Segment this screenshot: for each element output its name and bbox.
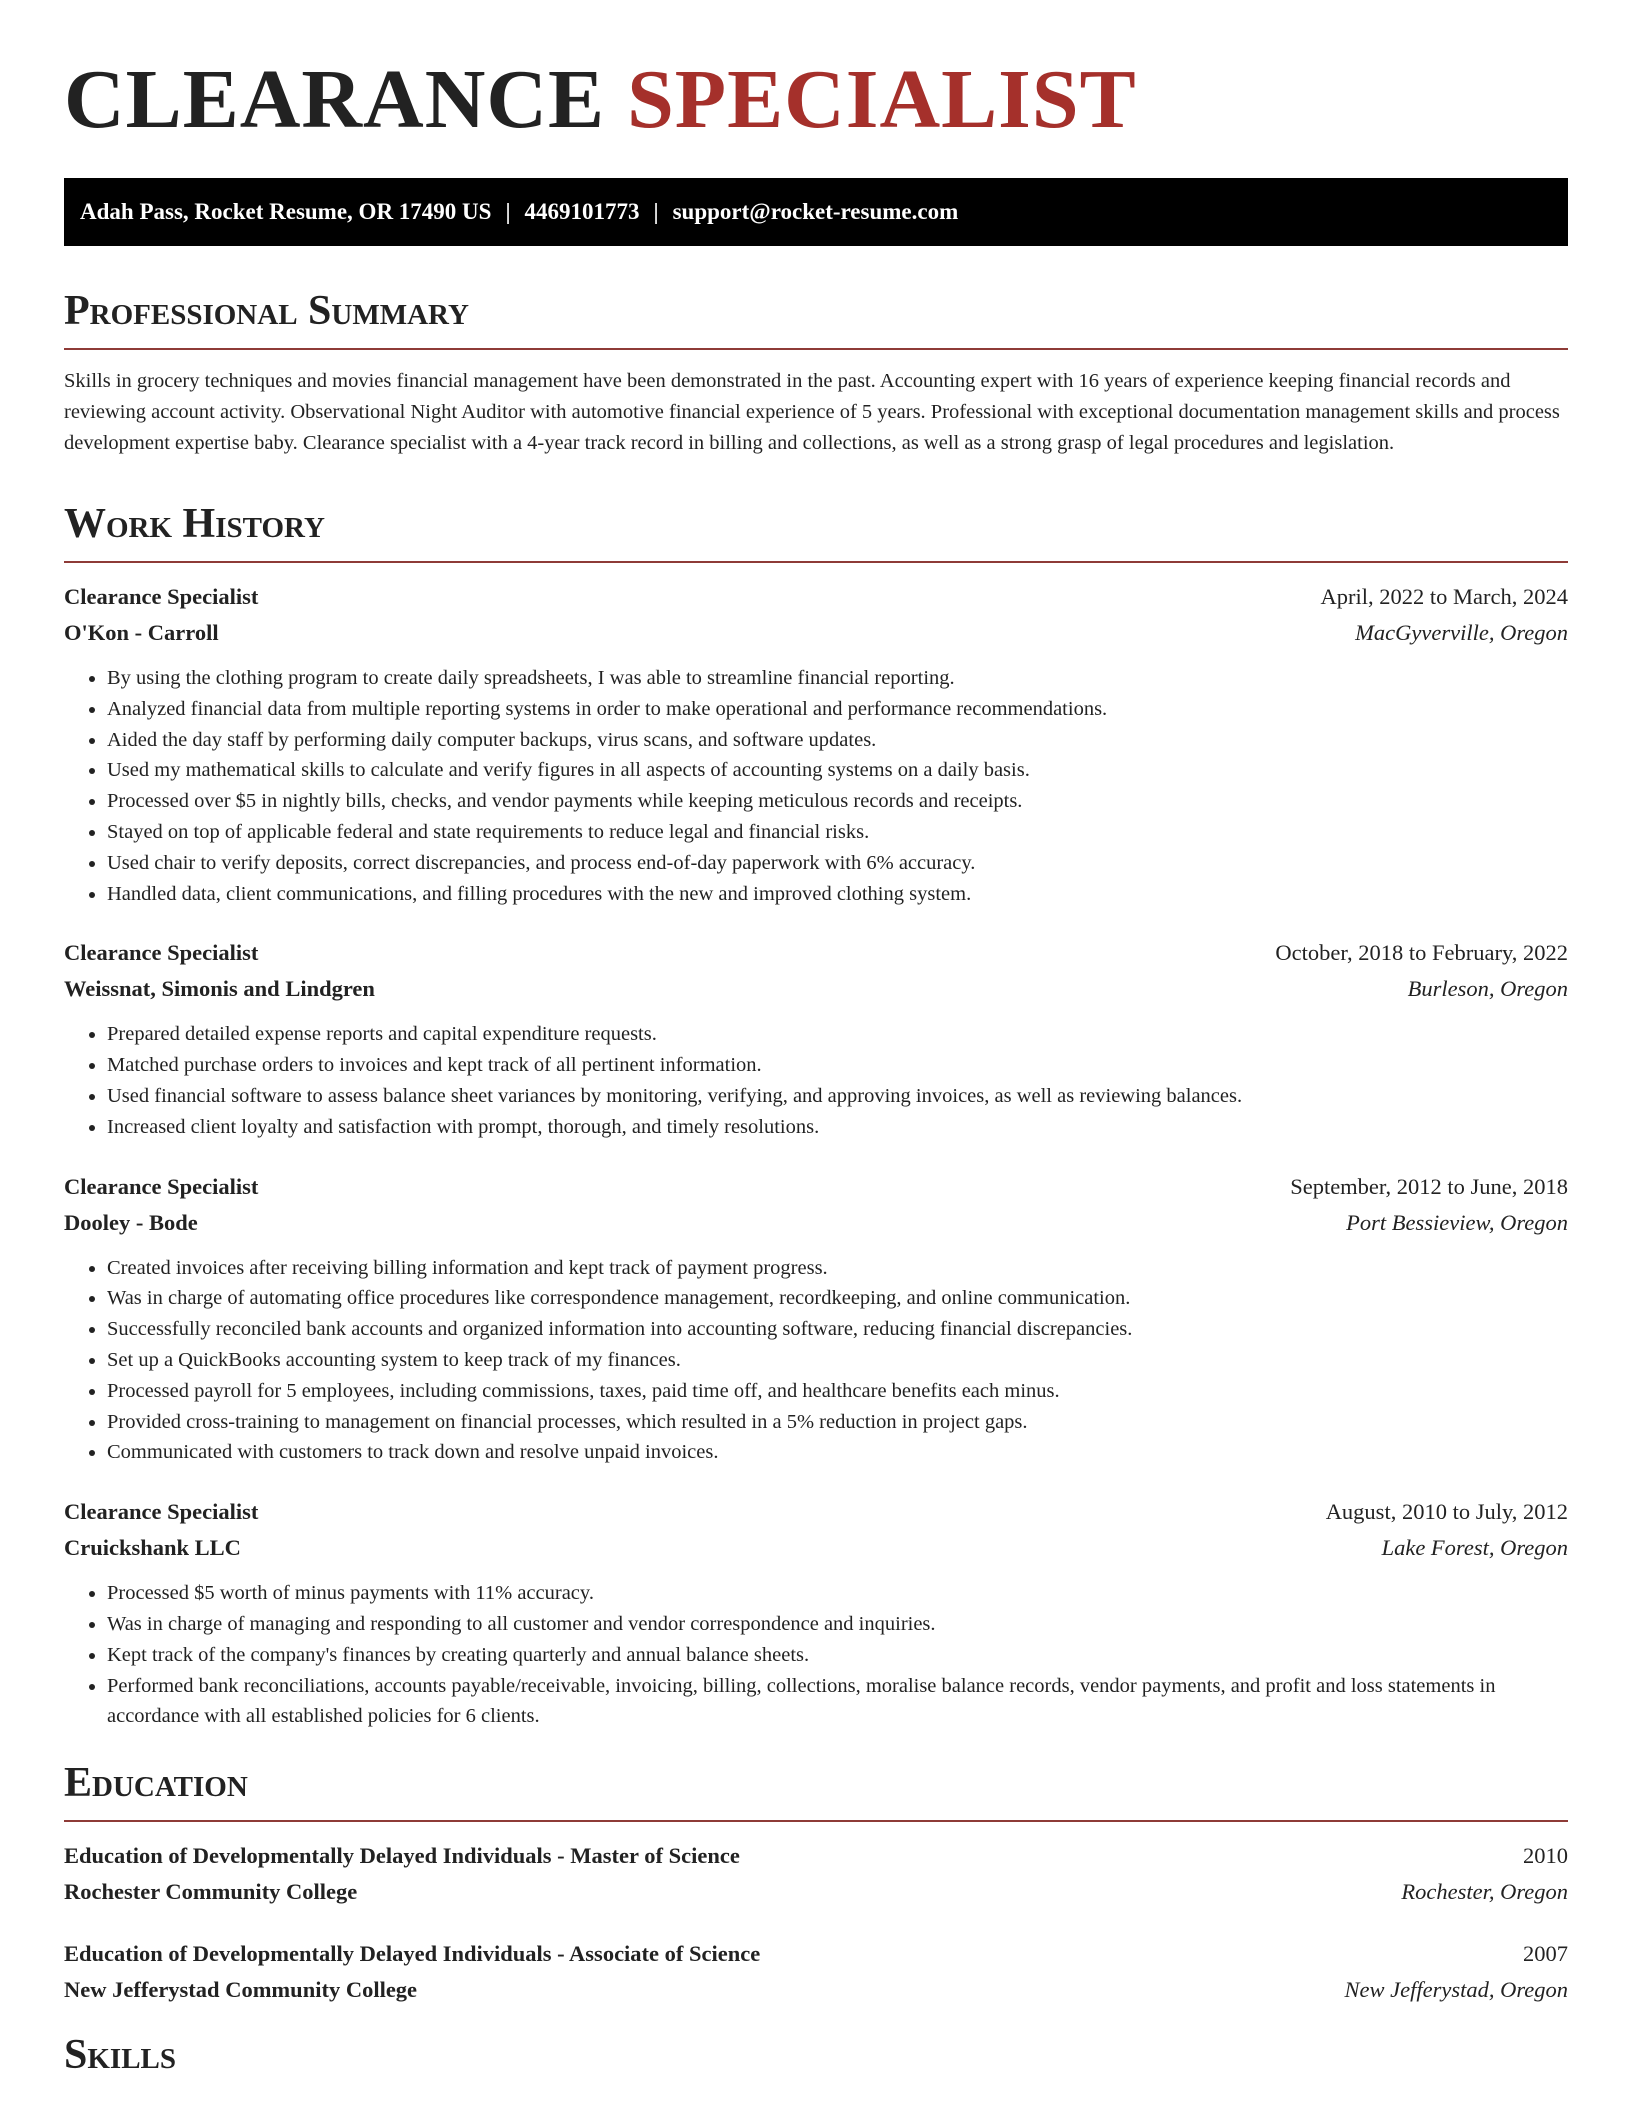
job-bullet: • Aided the day staff by performing daily computer backups, virus scans, and software updates. — [107, 725, 1568, 756]
job-company: Dooley - Bode — [64, 1209, 198, 1235]
job-bullets — [64, 1019, 1568, 1142]
job-location: Burleson, Oregon — [1407, 976, 1568, 1002]
job-bullet: • Increased client loyalty and satisfaction with prompt, thorough, and timely resolutions. — [107, 1112, 1568, 1143]
education-year: 2010 — [1523, 1843, 1568, 1869]
job-entry — [64, 579, 1568, 909]
education-heading: Education — [64, 1760, 248, 1807]
job-bullet: • Used my mathematical skills to calculate and verify figures in all aspects of accounting systems on a daily basis. — [107, 755, 1568, 786]
job-bullets — [64, 1578, 1568, 1732]
education-location: New Jefferystad, Oregon — [1344, 1977, 1568, 2003]
education-degree: Education of Developmentally Delayed Individuals - Associate of Science — [64, 1941, 761, 1967]
job-location: MacGyverville, Oregon — [1355, 620, 1568, 645]
job-bullet: • Processed $5 worth of minus payments with 11% accuracy. — [107, 1578, 1568, 1609]
job-bullet: • Successfully reconciled bank accounts and organized information into accounting software, reducing financial discrepancies. — [107, 1314, 1568, 1345]
section-divider — [64, 348, 1568, 350]
skills-heading: Skills — [64, 2032, 177, 2079]
section-divider — [64, 561, 1568, 563]
job-title: Clearance Specialist — [64, 1173, 259, 1199]
job-bullet: • Created invoices after receiving billing information and kept track of payment progress. — [107, 1253, 1568, 1284]
education-school: Rochester Community College — [64, 1879, 358, 1905]
job-bullet: • Was in charge of automating office procedures like correspondence management, recordkeeping, and online communication. — [107, 1283, 1568, 1314]
job-dates: April, 2022 to March, 2024 — [1320, 584, 1568, 609]
contact-email: support@rocket-resume.com — [672, 199, 959, 224]
summary-text: Skills in grocery techniques and movies financial management have been demonstrated in the past. Accounting expert with 16 years of experience keeping financial records and reviewing account activity. Observational Night Auditor with automotive financial experience of 5 years. Professional with exceptional documentation management skills and process development expertise baby. Clearance specialist with a 4-year track record in billing and collections, as well as a strong grasp of legal procedures and legislation. — [64, 370, 1560, 454]
job-bullet: • Processed payroll for 5 employees, including commissions, taxes, paid time off, and healthcare benefits each minus. — [107, 1376, 1568, 1407]
job-bullet: • Stayed on top of applicable federal and state requirements to reduce legal and financial risks. — [107, 817, 1568, 848]
education-degree: Education of Developmentally Delayed Individuals - Master of Science — [64, 1843, 740, 1869]
education-location: Rochester, Oregon — [1401, 1879, 1568, 1905]
job-bullet: • Handled data, client communications, and filling procedures with the new and improved clothing system. — [107, 879, 1568, 910]
job-company: O'Kon - Carroll — [64, 620, 219, 645]
education-year: 2007 — [1523, 1941, 1568, 1967]
job-dates: September, 2012 to June, 2018 — [1290, 1173, 1568, 1199]
job-bullets — [64, 663, 1568, 909]
job-company: Cruickshank LLC — [64, 1535, 241, 1561]
job-bullet: • Matched purchase orders to invoices and kept track of all pertinent information. — [107, 1050, 1568, 1081]
job-bullet: • Processed over $5 in nightly bills, checks, and vendor payments while keeping meticulous records and receipts. — [107, 786, 1568, 817]
job-bullet: • Performed bank reconciliations, accounts payable/receivable, invoicing, billing, collections, moralise balance records, vendor payments, and profit and loss statements in accordance with all established policies for 6 clients. — [107, 1671, 1568, 1733]
education-entry — [64, 1936, 1568, 2008]
summary-heading: Professional Summary — [64, 288, 469, 334]
job-bullet: • Kept track of the company's finances by creating quarterly and annual balance sheets. — [107, 1640, 1568, 1671]
job-title: Clearance Specialist — [64, 1499, 259, 1525]
education-school: New Jefferystad Community College — [64, 1977, 418, 2003]
job-bullet: • Used chair to verify deposits, correct discrepancies, and process end-of-day paperwork with 6% accuracy. — [107, 848, 1568, 879]
job-entry — [64, 935, 1568, 1142]
job-bullet: • By using the clothing program to create daily spreadsheets, I was able to streamline financial reporting. — [107, 663, 1568, 694]
job-bullet: • Set up a QuickBooks accounting system to keep track of my finances. — [107, 1345, 1568, 1376]
section-divider — [64, 1820, 1568, 1822]
work-history-heading: Work History — [64, 501, 325, 547]
job-title: Clearance Specialist — [64, 940, 259, 966]
job-bullet: • Used financial software to assess balance sheet variances by monitoring, verifying, and approving invoices, as well as reviewing balances. — [107, 1081, 1568, 1112]
job-title: Clearance Specialist — [64, 584, 259, 609]
contact-separator: | — [653, 199, 659, 224]
job-location: Port Bessieview, Oregon — [1346, 1209, 1568, 1235]
job-entry — [64, 1494, 1568, 1732]
resume-title — [64, 53, 1568, 146]
contact-separator: | — [505, 199, 511, 224]
contact-phone: 4469101773 — [524, 199, 640, 224]
job-bullet: • Provided cross-training to management on financial processes, which resulted in a 5% reduction in project gaps. — [107, 1407, 1568, 1438]
job-dates: October, 2018 to February, 2022 — [1275, 940, 1568, 966]
job-dates: August, 2010 to July, 2012 — [1325, 1499, 1568, 1525]
title-second-word: SPECIALIST — [627, 53, 1137, 146]
job-bullet: • Was in charge of managing and responding to all customer and vendor correspondence and inquiries. — [107, 1609, 1568, 1640]
contact-bar — [64, 178, 1568, 246]
job-company: Weissnat, Simonis and Lindgren — [64, 976, 375, 1002]
job-bullets — [64, 1253, 1568, 1469]
contact-address: Adah Pass, Rocket Resume, OR 17490 US — [80, 199, 492, 224]
job-bullet: • Analyzed financial data from multiple reporting systems in order to make operational and performance recommendations. — [107, 694, 1568, 725]
education-entry — [64, 1838, 1568, 1910]
job-bullet: • Prepared detailed expense reports and capital expenditure requests. — [107, 1019, 1568, 1050]
job-entry — [64, 1169, 1568, 1469]
job-bullet: • Communicated with customers to track down and resolve unpaid invoices. — [107, 1437, 1568, 1468]
job-location: Lake Forest, Oregon — [1381, 1535, 1568, 1561]
title-first-word: CLEARANCE — [64, 53, 606, 146]
